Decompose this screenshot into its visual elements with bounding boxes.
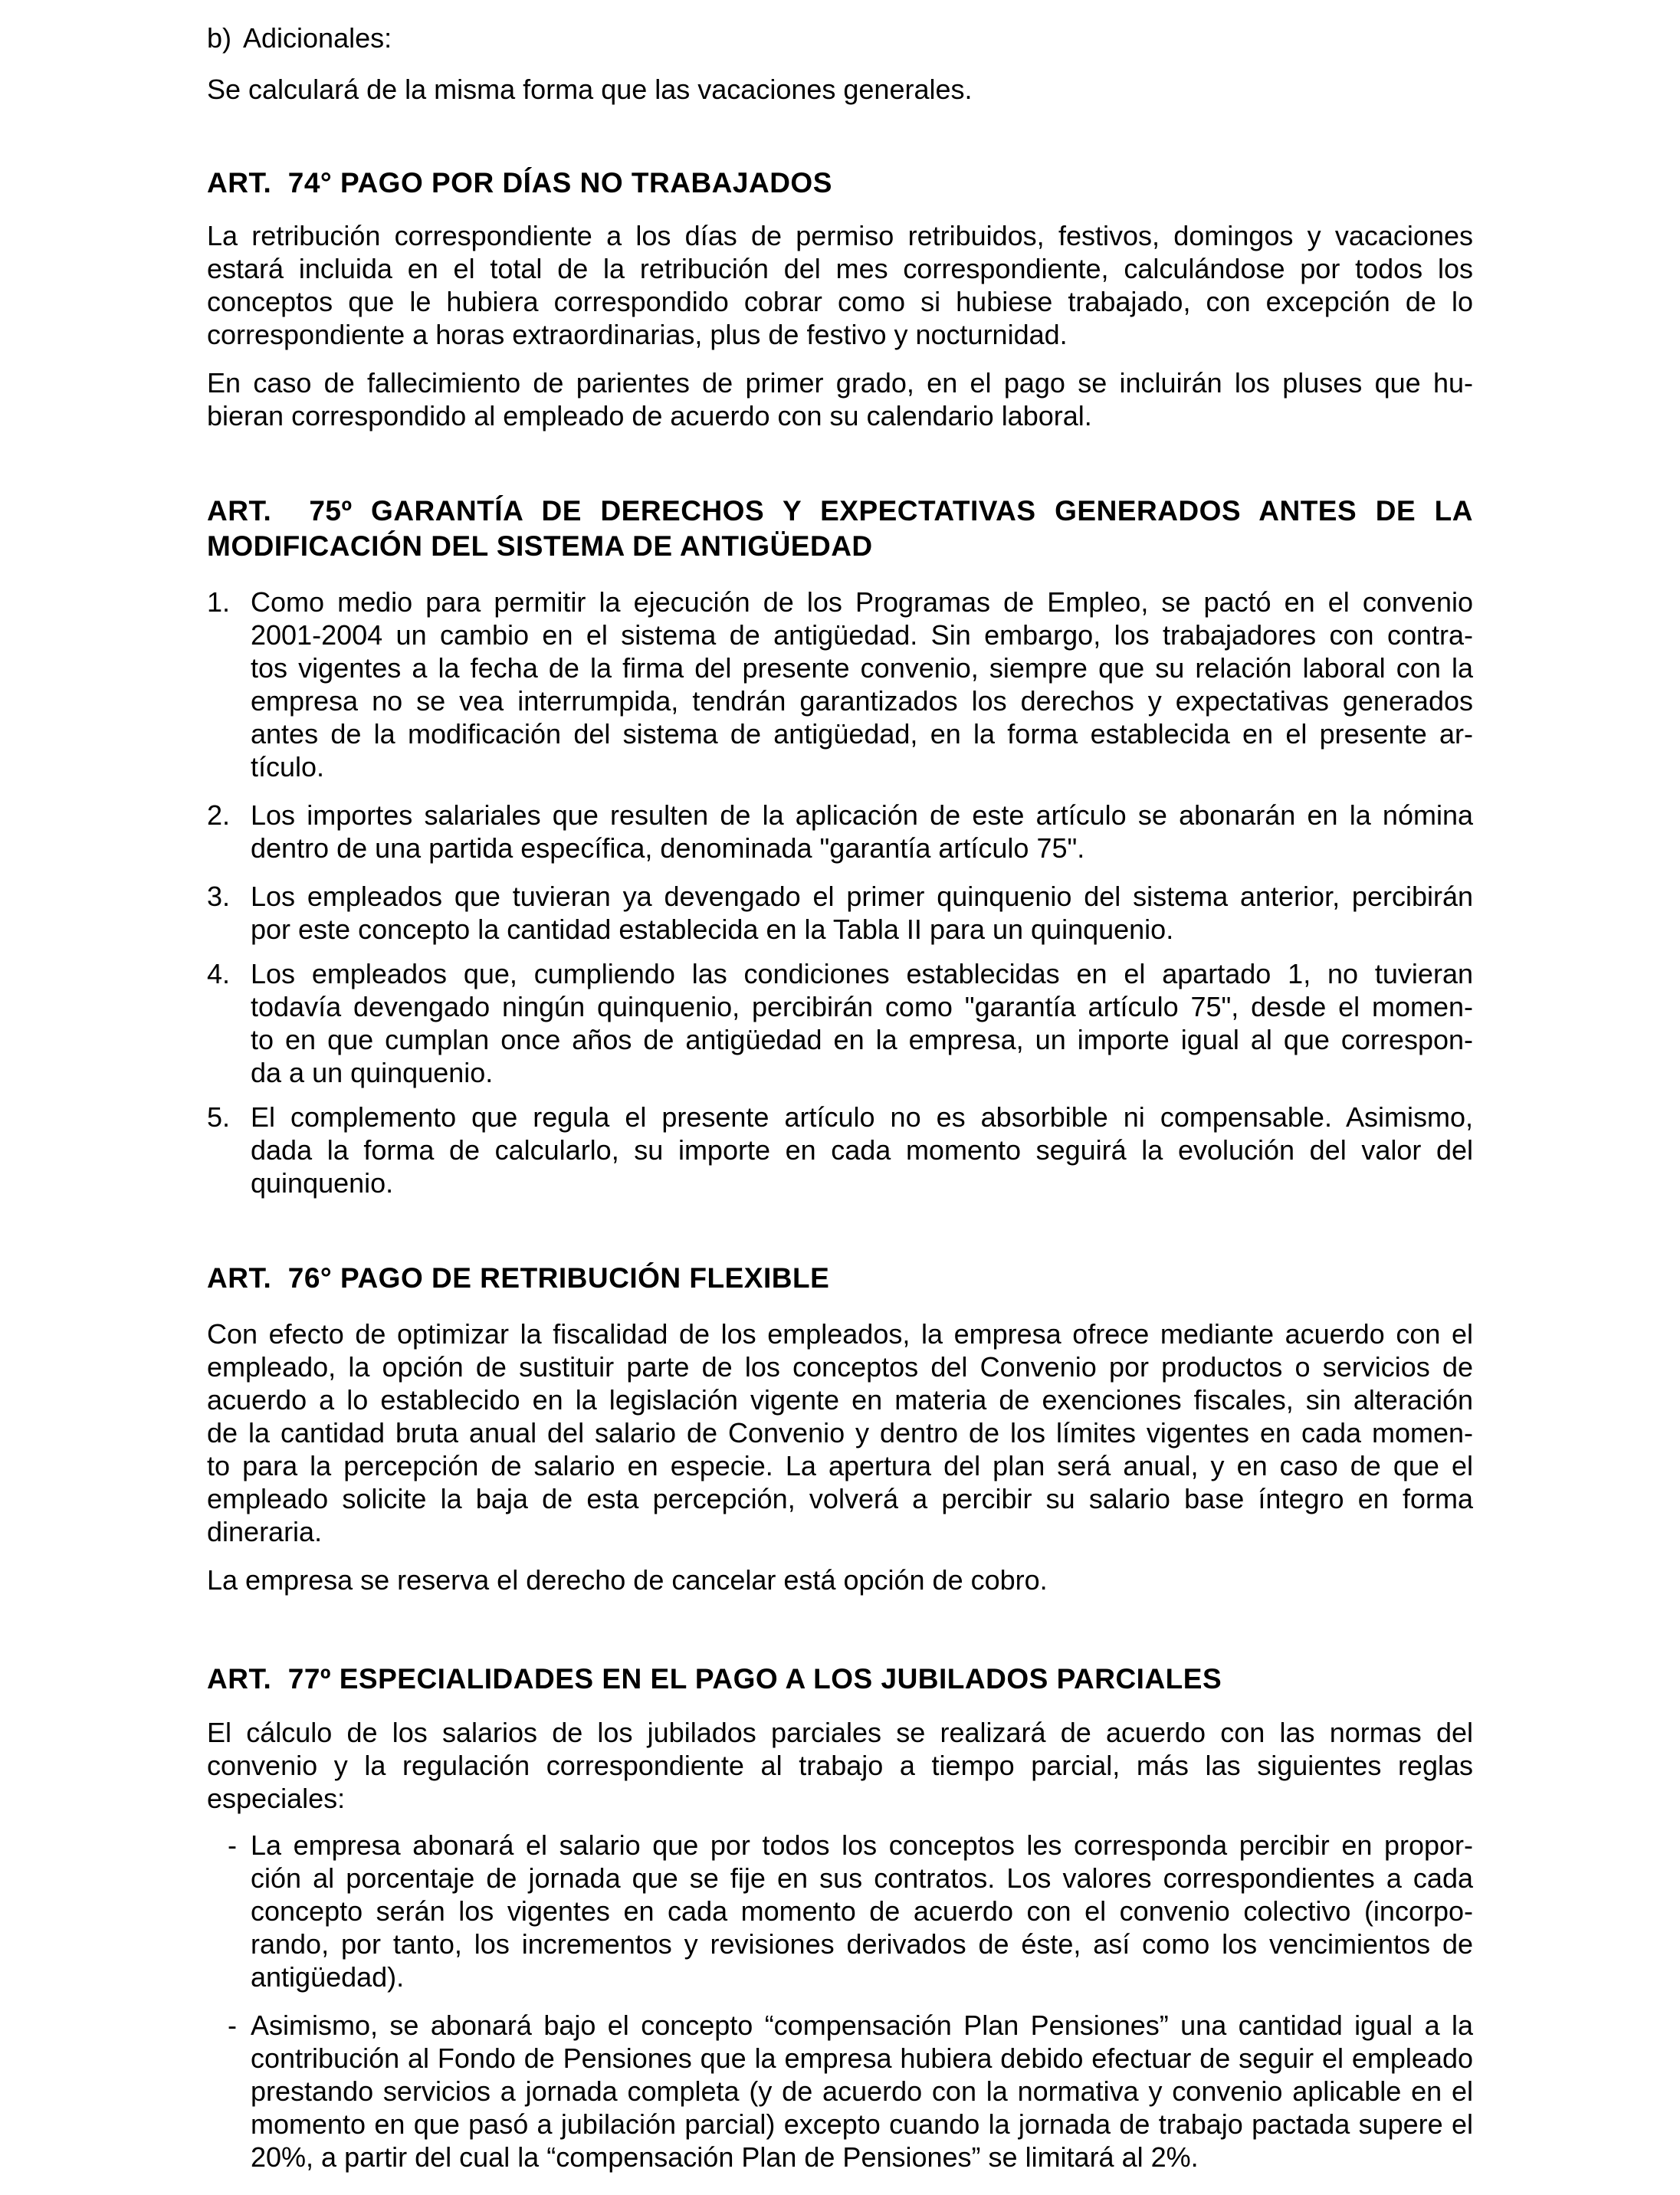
article-74-heading: [207, 166, 1473, 201]
text-line: de la cantidad bruta anual del salario de Convenio y dentro de los límites vigentes en cada momen-: [207, 1417, 1473, 1449]
text-line: todavía devengado ningún quinquenio, percibirán como "garantía artículo 75", desde el momen-: [251, 991, 1473, 1022]
heading-line: ART. 75º GARANTÍA DE DERECHOS Y EXPECTATIVAS GENERADOS ANTES DE LA: [207, 495, 1473, 527]
article-75-heading: [207, 494, 1473, 564]
text-line: La empresa abonará el salario que por todos los conceptos les corresponda percibir en propor-: [251, 1829, 1473, 1861]
text-line: 20%, a partir del cual la “compensación Plan de Pensiones” se limitará al 2%.: [251, 2141, 1199, 2173]
list-marker: 4.: [207, 958, 231, 989]
text-line: Los empleados que tuvieran ya devengado el primer quinquenio del sistema anterior, percibirán: [251, 881, 1473, 912]
text-line: El complemento que regula el presente artículo no es absorbible ni compensable. Asimismo,: [251, 1101, 1473, 1133]
document-content: [207, 0, 1473, 2174]
text-line: empleado, la opción de sustituir parte de los conceptos del Convenio por productos o servicios de: [207, 1351, 1473, 1383]
text-line: acuerdo a lo establecido en la legislación vigente en materia de exenciones fiscales, sin alteración: [207, 1384, 1473, 1416]
text-line: La retribución correspondiente a los días de permiso retribuidos, festivos, domingos y vacaciones: [207, 220, 1473, 251]
list-marker: 2.: [207, 799, 231, 831]
article-76-heading: [207, 1261, 1473, 1296]
text-line: antigüedad).: [251, 1961, 405, 1993]
text-line: da a un quinquenio.: [251, 1057, 494, 1088]
text-line: En caso de fallecimiento de parientes de primer grado, en el pago se incluirán los pluses que hu-: [207, 367, 1473, 399]
text-line: correspondiente a horas extraordinarias, plus de festivo y nocturnidad.: [207, 319, 1068, 350]
text-line: to en que cumplan once años de antigüedad en la empresa, un importe igual al que correspon-: [251, 1024, 1473, 1055]
text-line: tículo.: [251, 751, 325, 783]
text-line: Como medio para permitir la ejecución de los Programas de Empleo, se pactó en el convenio: [251, 586, 1473, 618]
text-line: por este concepto la cantidad establecida en la Tabla II para un quinquenio.: [251, 914, 1174, 945]
paragraph: [207, 1716, 1473, 1815]
text-line: quinquenio.: [251, 1167, 394, 1199]
text-line: especiales:: [207, 1783, 346, 1814]
heading-line: ART. 76° PAGO DE RETRIBUCIÓN FLEXIBLE: [207, 1262, 830, 1294]
text-line: estará incluida en el total de la retribución del mes correspondiente, calculándose por todos los: [207, 253, 1473, 284]
paragraph: [207, 219, 1473, 351]
list-marker: b): [207, 22, 232, 54]
text-line: antes de la modificación del sistema de antigüedad, en la forma establecida en el presente ar-: [251, 718, 1473, 750]
text-line: Con efecto de optimizar la fiscalidad de los empleados, la empresa ofrece mediante acuerdo con el: [207, 1318, 1473, 1350]
list-item-b: [207, 21, 1473, 54]
list-marker: 1.: [207, 586, 231, 618]
text-line: Se calculará de la misma forma que las vacaciones generales.: [207, 74, 973, 105]
list-marker: -: [228, 2010, 237, 2041]
text-line: empresa no se vea interrumpida, tendrán garantizados los derechos y expectativas generados: [251, 685, 1473, 717]
text-line: rando, por tanto, los incrementos y revisiones derivados de éste, así como los vencimientos de: [251, 1928, 1473, 1960]
text-line: La empresa se reserva el derecho de cancelar está opción de cobro.: [207, 1564, 1048, 1596]
text-line: ción al porcentaje de jornada que se fije en sus contratos. Los valores correspondientes a cada: [251, 1862, 1473, 1894]
text-line: momento en que pasó a jubilación parcial) excepto cuando la jornada de trabajo pactada supere el: [251, 2108, 1473, 2140]
text-line: concepto serán los vigentes en cada momento de acuerdo con el convenio colectivo (incorpo-: [251, 1895, 1473, 1927]
list-marker: 5.: [207, 1101, 231, 1133]
text-line: Los empleados que, cumpliendo las condiciones establecidas en el apartado 1, no tuvieran: [251, 958, 1473, 989]
paragraph: [207, 73, 1473, 106]
text-line: bieran correspondido al empleado de acuerdo con su calendario laboral.: [207, 400, 1092, 431]
paragraph: [207, 1563, 1473, 1596]
heading-line: MODIFICACIÓN DEL SISTEMA DE ANTIGÜEDAD: [207, 530, 873, 562]
text-line: dentro de una partida específica, denominada "garantía artículo 75".: [251, 832, 1085, 864]
text-line: dineraria.: [207, 1516, 323, 1547]
numbered-item-4: [207, 957, 1473, 1089]
numbered-item-3: [207, 880, 1473, 946]
text-line: prestando servicios a jornada completa (y de acuerdo con la normativa y convenio aplicable en el: [251, 2075, 1473, 2107]
text-line: El cálculo de los salarios de los jubilados parciales se realizará de acuerdo con las normas del: [207, 1717, 1473, 1748]
numbered-item-1: [207, 586, 1473, 783]
heading-line: ART. 77º ESPECIALIDADES EN EL PAGO A LOS JUBILADOS PARCIALES: [207, 1663, 1222, 1695]
text-line: Los importes salariales que resulten de la aplicación de este artículo se abonarán en la nómina: [251, 799, 1473, 831]
paragraph: [207, 1317, 1473, 1548]
text-line: Adicionales:: [243, 22, 392, 54]
heading-line: ART. 74° PAGO POR DÍAS NO TRABAJADOS: [207, 167, 832, 199]
text-line: convenio y la regulación correspondiente al trabajo a tiempo parcial, más las siguientes reglas: [207, 1750, 1473, 1781]
article-77-heading: [207, 1662, 1473, 1697]
text-line: empleado solicite la baja de esta percepción, volverá a percibir su salario base íntegro en forma: [207, 1483, 1473, 1514]
numbered-item-5: [207, 1101, 1473, 1199]
list-marker: 3.: [207, 881, 231, 912]
text-line: tos vigentes a la fecha de la firma del presente convenio, siempre que su relación laboral con la: [251, 652, 1473, 684]
text-line: to para la percepción de salario en especie. La apertura del plan será anual, y en caso de que el: [207, 1450, 1473, 1481]
text-line: dada la forma de calcularlo, su importe en cada momento seguirá la evolución del valor del: [251, 1134, 1473, 1166]
text-line: 2001-2004 un cambio en el sistema de antigüedad. Sin embargo, los trabajadores con contra-: [251, 619, 1473, 651]
text-line: Asimismo, se abonará bajo el concepto “compensación Plan Pensiones” una cantidad igual a la: [251, 2010, 1473, 2041]
list-marker: -: [228, 1829, 237, 1861]
dash-item: [207, 1829, 1473, 1993]
dash-item: [207, 2009, 1473, 2174]
text-line: conceptos que le hubiera correspondido cobrar como si hubiese trabajado, con excepción de lo: [207, 286, 1473, 317]
numbered-item-2: [207, 799, 1473, 865]
paragraph: [207, 366, 1473, 432]
text-line: contribución al Fondo de Pensiones que la empresa hubiera debido efectuar de seguir el empleado: [251, 2042, 1473, 2074]
